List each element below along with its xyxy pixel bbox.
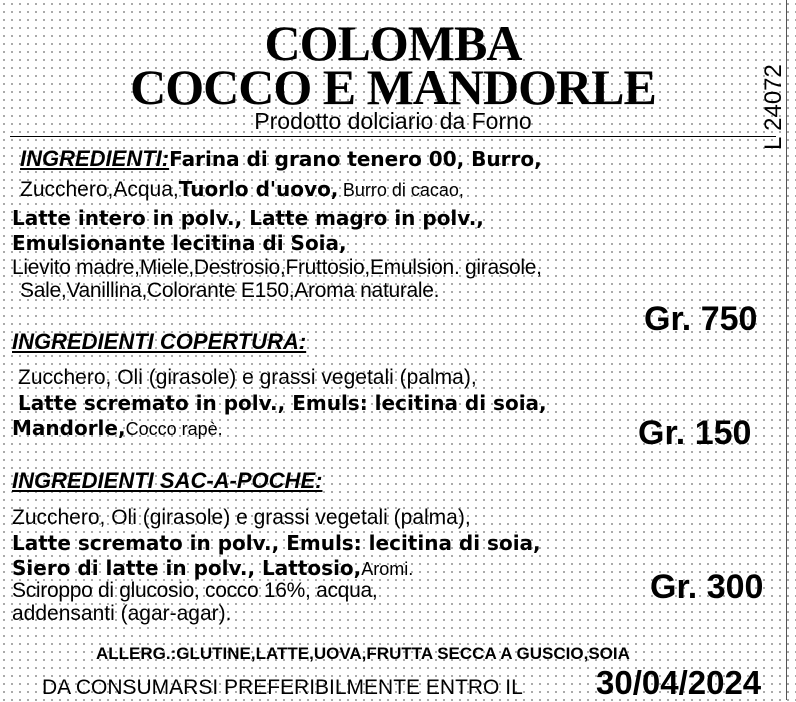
ingredients-weight: Gr. 750 — [644, 300, 758, 338]
product-title-line2: COCCO E MANDORLE — [130, 59, 656, 115]
sac-line3 — [12, 556, 413, 580]
sac-text: Aromi. — [361, 559, 414, 579]
ingredients-text: Zucchero,Acqua, — [20, 178, 179, 201]
topping-text: Cocco rapè. — [125, 419, 223, 439]
best-before-date: 30/04/2024 — [596, 664, 762, 701]
product-title-line1: COLOMBA — [264, 15, 522, 71]
sac-line5: addensanti (agar-agar). — [12, 602, 232, 625]
ingredients-line1 — [20, 146, 542, 172]
ingredients-heading: INGREDIENTI: — [20, 146, 170, 171]
product-subtitle: Prodotto dolciario da Forno — [254, 108, 532, 134]
topping-heading: INGREDIENTI COPERTURA: — [12, 329, 307, 354]
topping-text: Mandorle, — [12, 416, 126, 440]
sac-line1: Zucchero, Oli (girasole) e grassi vegetali (palma), — [12, 506, 471, 529]
topping-weight: Gr. 150 — [638, 414, 752, 452]
best-before-label: DA CONSUMARSI PREFERIBILMENTE ENTRO IL — [42, 676, 523, 699]
sac-line4: Sciroppo di glucosio, cocco 16%, acqua, — [12, 579, 378, 602]
lot-code: L 24072 — [760, 64, 787, 150]
ingredients-line5: Lievito madre,Miele,Destrosio,Fruttosio,Emulsion. girasole, — [12, 256, 542, 279]
topping-line2: Latte scremato in polv., Emuls: lecitina di soia, — [18, 391, 547, 415]
sac-text: Siero di latte in polv., Lattosio, — [12, 556, 362, 580]
ingredients-text: Burro di cacao, — [342, 180, 464, 200]
sac-heading: INGREDIENTI SAC-A-POCHE: — [12, 468, 323, 493]
sac-weight: Gr. 300 — [650, 568, 764, 606]
ingredients-text: Farina di grano tenero 00, Burro, — [169, 147, 542, 171]
sac-line2: Latte scremato in polv., Emuls: lecitina di soia, — [12, 531, 541, 555]
topping-line3 — [12, 416, 223, 440]
ingredients-line4: Emulsionante lecitina di Soia, — [12, 231, 347, 255]
topping-line1: Zucchero, Oli (girasole) e grassi vegetali (palma), — [18, 366, 477, 389]
ingredients-line6: Sale,Vanillina,Colorante E150,Aroma naturale. — [20, 279, 440, 302]
ingredients-line2 — [20, 177, 464, 202]
header-rule — [10, 136, 776, 137]
ingredients-text: Tuorlo d'uovo, — [178, 177, 339, 201]
ingredients-line3: Latte intero in polv., Latte magro in polv., — [12, 206, 484, 230]
allergens: ALLERG.:GLUTINE,LATTE,UOVA,FRUTTA SECCA A GUSCIO,SOIA — [96, 644, 630, 663]
